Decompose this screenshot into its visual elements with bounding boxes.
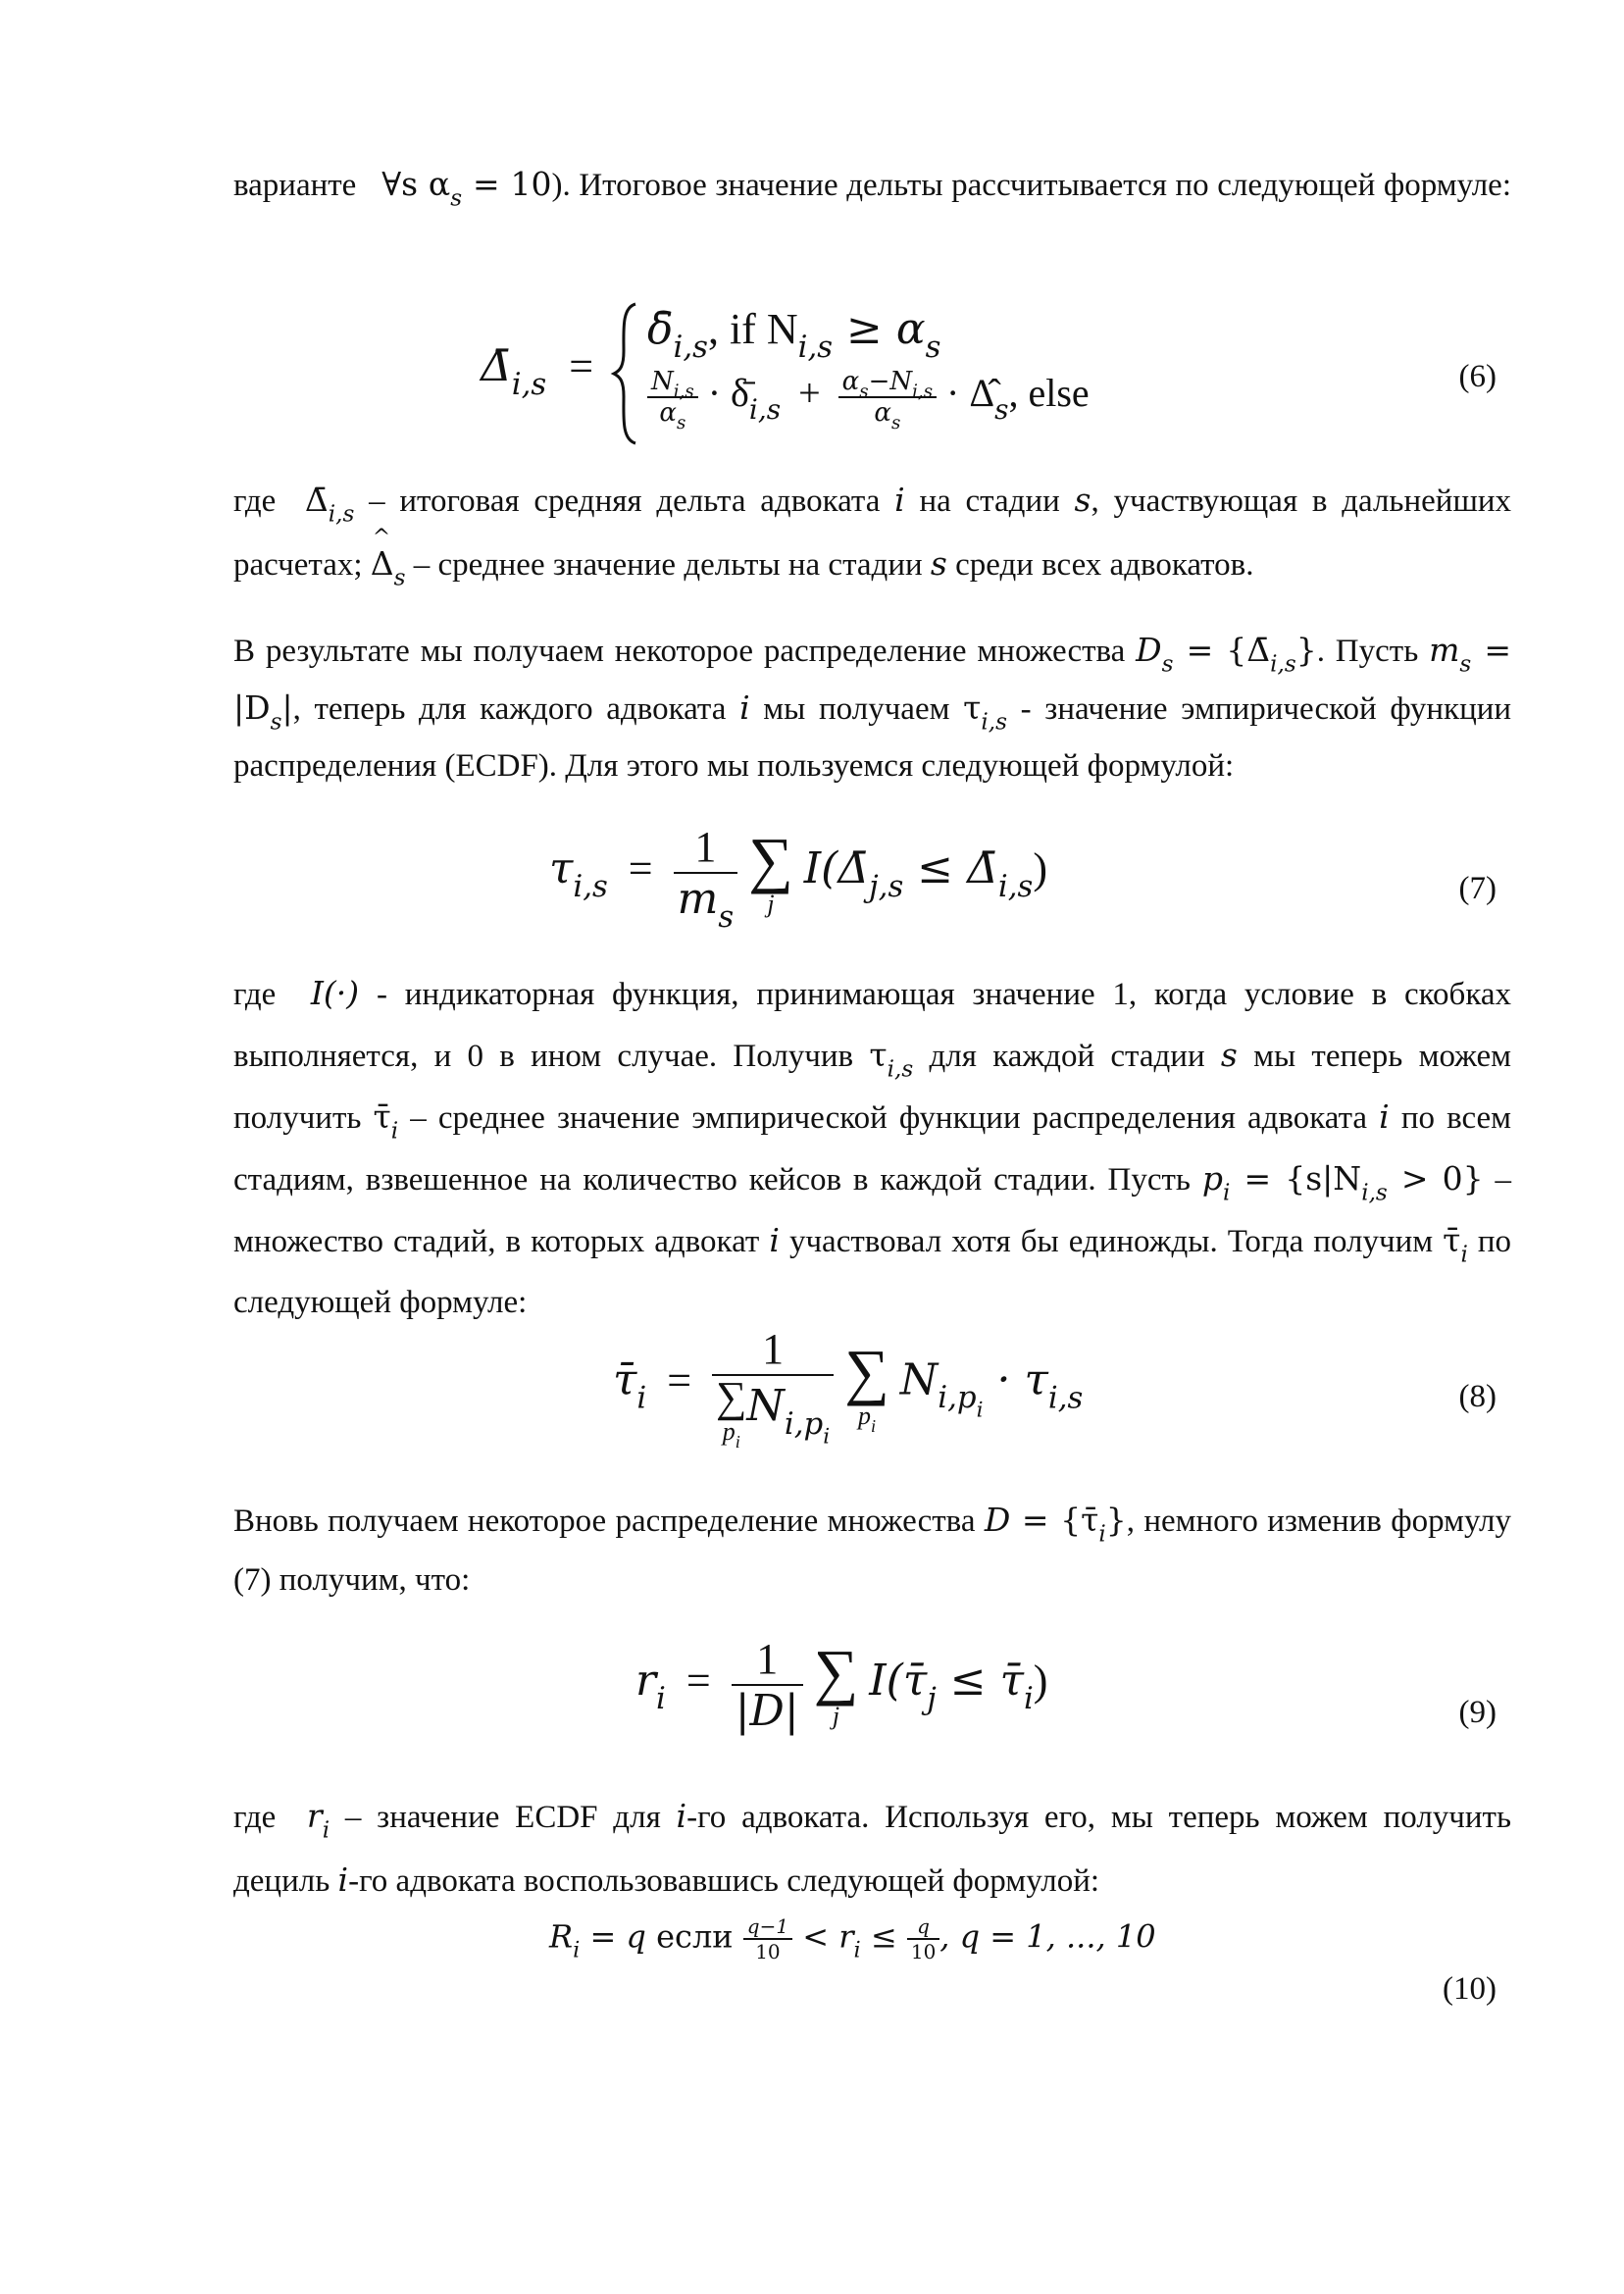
eq6-lhs: $\Deltā_{i,s}$ = [481,341,594,402]
equation-6 [0,294,1624,461]
equation-10 [0,1912,1624,2020]
equation-number: (7) [1458,871,1497,906]
equation-number: (9) [1458,1695,1497,1730]
paragraph-decile: где $r_i$ – значение ECDF для i-го адвоката. Используя его, мы теперь можем получить дециль i-го адвоката воспользовавшись следующей формулой: [233,1797,1512,1899]
eq6-case2: $\frac{N_{i,s}}{\alpha_s}$ · $\deltā_{i,s}$ + $\frac{\alpha_s-N_{i,s}}{\alpha_s}$ · $\Deltâ_s$, else [647,367,1090,428]
left-brace [610,300,639,447]
paragraph-delta-def: где $\Deltā_{i,s}$ – итоговая средняя дельта адвоката i на стадии s, участвующая в дальнейших расчетах; ^ $\Delta_s$ – среднее значение дельты на стадии s среди всех адвокатов. [233,481,1512,591]
paragraph-indicator: где I(·) - индикаторная функция, принимающая значение 1, когда условие в скобках выполняется, и 0 в ином случае. Получив $\tau_{i,s}$ для каждой стадии s мы теперь можем получить $\taū_i$ – среднее значение эмпирической функции распределения адвоката i по всем стадиям, взвешенное на количество кейсов в каждой стадии. Пусть $p_i = \{s|N_{i,s} > 0\}$ – множество стадий, в которых адвокат i участвовал хотя бы единожды. Тогда получим $\taū_i$ по следующей формуле: [233,974,1512,1320]
text: варианте [233,168,357,203]
paragraph-intro [233,155,1511,215]
equation-number: (10) [1443,1971,1497,2007]
paragraph-ecdf: В результате мы получаем некоторое распределение множества $D_s$ = $\{\Deltā_{i,s}\}$. Пусть $m_s = |D_s|$, теперь для каждого адвоката i мы получаем $\tau_{i,s}$ - значение эмпирической функции распределения (ECDF). Для этого мы пользуемся следующей формулой: [233,631,1512,784]
text: ). Итоговое значение дельты рассчитывается по следующей формуле: [551,168,1511,203]
paragraph-distribution: Вновь получаем некоторое распределение множества $D = \{\taū_i\}$, немного изменив формулу (7) получим, что: [233,1501,1512,1598]
eq6-case1: $\deltā_{i,s}$, if $N_{i,s} \ge \alpha_s$ [647,304,941,365]
math-forall: ∀s $\alpha_s = 10$ [381,165,552,212]
equation-9 [0,1628,1624,1765]
equation-8 [0,1324,1624,1491]
equation-7 [0,814,1624,961]
eq9-body: $r_i$ = $\frac{1}{|D|}$ ∑ j $I(\taū_j$ ≤ $\taū_i$) [635,1635,1048,1736]
eq7-body: $\tau_{i,s}$ = $\frac{1}{m_s}$ ∑ j $I(\Deltā_{j,s}$ ≤ $\Deltā_{i,s}$) [549,823,1048,935]
equation-number: (6) [1458,359,1497,394]
eq10-body: $R_i = q$ если $\frac{q-1}{10}$ < $r_i$ ≤ $\frac{q}{10}$ , q = 1, ..., 10 [549,1914,1156,1963]
eq8-body: $\taū_i$ = 1 ∑ $p_i$ $N_{i,p_i}$ ∑ $p_i$ $N_{i,p_i} \cdot \tau_{i,s}$ [613,1325,1084,1453]
equation-number: (8) [1458,1379,1497,1414]
